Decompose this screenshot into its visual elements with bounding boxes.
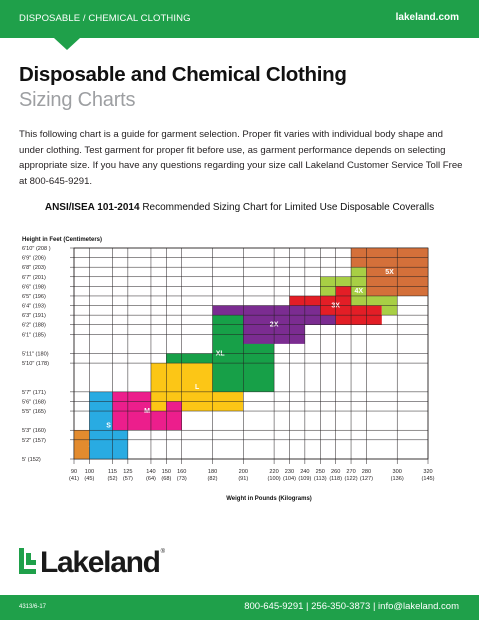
x-tick-label-lb: 90	[70, 469, 78, 475]
x-tick-label-lb: 250	[315, 469, 325, 475]
x-tick-label-kg: (127)	[359, 476, 373, 482]
y-tick-label: 6'4" (193)	[22, 303, 46, 310]
page-title: Disposable and Chemical Clothing	[19, 63, 347, 86]
x-tick-label-lb: 140	[146, 469, 156, 475]
x-tick-label-lb: 230	[284, 469, 295, 475]
lakeland-logo	[18, 545, 165, 581]
size-label-m: M	[144, 408, 151, 416]
x-tick-label-kg: (52)	[107, 476, 118, 482]
y-tick-label: 5' (152)	[22, 457, 41, 463]
x-tick-label-lb: 300	[392, 469, 402, 475]
x-tick-label-lb: 260	[330, 469, 341, 475]
x-tick-label-lb: 280	[361, 469, 372, 475]
logo-registered-mark: ®	[160, 549, 166, 555]
y-tick-label: 6'5" (196)	[22, 293, 46, 300]
x-tick-label-lb: 220	[269, 469, 279, 475]
y-tick-label: 6'6" (198)	[22, 284, 46, 291]
y-tick-label: 6'2" (188)	[22, 322, 46, 329]
size-label-xl: XL	[215, 350, 225, 358]
x-tick-label-lb: 200	[238, 469, 248, 475]
x-tick-label-kg: (100)	[267, 476, 281, 482]
y-tick-label: 6'8" (203)	[22, 265, 46, 272]
page-subtitle: Sizing Charts	[19, 89, 136, 111]
y-axis-label: Height in Feet (Centimeters)	[22, 237, 103, 243]
category-label: DISPOSABLE / CHEMICAL CLOTHING	[19, 13, 191, 24]
contact-info[interactable]: 800-645-9291 | 256-350-3873 | info@lakeland.com	[244, 601, 459, 612]
x-tick-label-lb: 180	[207, 469, 218, 475]
chart-heading	[0, 202, 479, 213]
x-tick-label-kg: (136)	[390, 476, 404, 482]
size-label-s: S	[106, 422, 111, 430]
lakeland-logo-mark-icon	[18, 547, 37, 579]
y-tick-label: 5'7" (171)	[22, 389, 46, 396]
website-link[interactable]: lakeland.com	[395, 12, 459, 23]
x-tick-label-kg: (73)	[176, 476, 187, 482]
x-tick-label-kg: (104)	[282, 476, 297, 482]
x-tick-label-kg: (45)	[84, 476, 95, 482]
footer-banner	[0, 595, 479, 620]
banner-notch	[54, 38, 80, 50]
y-tick-label: 6'7" (201)	[22, 274, 46, 281]
sizing-chart	[0, 228, 479, 518]
y-tick-label: 6'1" (185)	[22, 332, 46, 339]
y-tick-label: 5'2" (157)	[22, 437, 46, 444]
document-code: 4313/6-17	[19, 604, 47, 610]
x-tick-label-lb: 100	[84, 469, 95, 475]
x-tick-label-kg: (91)	[238, 476, 249, 482]
x-tick-label-kg: (113)	[313, 476, 327, 482]
x-tick-label-lb: 320	[423, 469, 433, 475]
intro-paragraph: This following chart is a guide for garment selection. Proper fit varies with individual body shape and under clothing. Test garment for proper fit before use, as garment performance depends on selecting appropriate size. If you have any questions regarding your size call Lakeland Customer Service Toll Free at 800-645-9291.	[19, 129, 463, 187]
y-tick-label: 6'3" (191)	[22, 313, 46, 320]
size-label-3x: 3X	[331, 302, 340, 310]
x-axis-label: Weight in Pounds (Kilograms)	[226, 496, 312, 502]
size-label-2x: 2X	[269, 321, 279, 329]
y-tick-label: 5'6" (168)	[22, 399, 46, 406]
x-tick-label-kg: (109)	[298, 476, 312, 482]
x-tick-label-kg: (82)	[207, 476, 218, 482]
x-tick-label-kg: (57)	[122, 476, 133, 482]
x-tick-label-lb: 240	[300, 469, 310, 475]
x-tick-labels	[69, 469, 435, 482]
chart-heading-standard: ANSI/ISEA 101-2014	[44, 202, 140, 213]
y-tick-label: 5'11" (180)	[22, 351, 49, 358]
y-tick-label: 5'5" (165)	[22, 409, 46, 416]
x-tick-label-kg: (118)	[329, 476, 342, 482]
x-tick-label-lb: 150	[161, 469, 172, 475]
x-tick-label-lb: 115	[108, 469, 117, 475]
logo-wordmark: Lakeland	[40, 546, 160, 579]
x-tick-label-kg: (41)	[69, 476, 79, 482]
x-tick-label-lb: 125	[123, 469, 133, 475]
x-tick-label-kg: (145)	[421, 476, 435, 482]
x-tick-label-lb: 270	[346, 469, 356, 475]
chart-heading-text: Recommended Sizing Chart for Limited Use Disposable Coveralls	[139, 202, 435, 213]
size-label-4x: 4X	[354, 288, 364, 296]
x-tick-label-kg: (122)	[344, 476, 358, 482]
x-tick-label-kg: (68)	[161, 476, 172, 482]
y-tick-label: 6'9" (206)	[22, 255, 46, 262]
y-tick-label: 6'10" (208 )	[22, 246, 51, 252]
y-tick-labels	[22, 246, 51, 463]
x-tick-label-lb: 160	[177, 469, 187, 475]
y-tick-label: 5'10" (178)	[22, 361, 49, 368]
x-tick-label-kg: (64)	[145, 476, 156, 482]
size-label-5x: 5X	[385, 268, 394, 276]
size-label-l: L	[194, 384, 200, 392]
y-tick-label: 5'3" (160)	[22, 428, 46, 435]
top-banner	[0, 0, 479, 38]
